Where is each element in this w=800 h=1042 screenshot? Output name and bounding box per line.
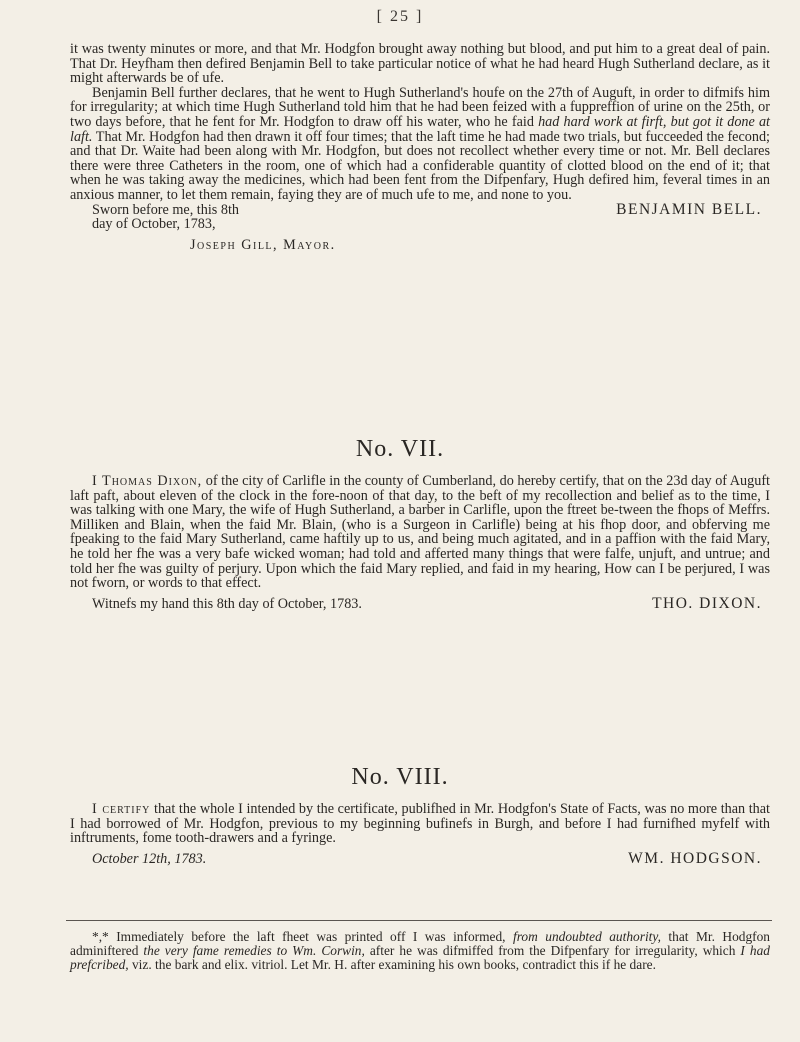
bell-paragraph-2 [70, 86, 770, 203]
dixon-certificate [70, 474, 770, 611]
bell-paragraph-2-rest: That Mr. Hodgfon had then drawn it off four times; that the laft time he had made two trials, but fucceeded the fecond; and that Dr. Waite had been along with Mr. Hodgfon, but does not recollect whether every time or not. Mr. Bell declares there were three Catheters in the room, one of which had a confiderable quantity of clotted blood on the end of it; that when he was taking away the medicines, which had been fent from the Difpenfary, Hugh defired him, feveral times in an anxious manner, to let them remain, faying they are of much ufe to me, and none to you. [70, 128, 770, 203]
bell-quote: had hard work at firft, but got it done at laft. [70, 113, 770, 145]
bell-deposition [70, 42, 770, 252]
dixon-witness-line: Witnefs my hand this 8th day of October, 1783. [92, 595, 362, 612]
dixon-signature-block [70, 594, 770, 612]
footnote [70, 930, 770, 972]
footnote-italic-f: I had prefcribed, [70, 942, 770, 972]
footnote-paragraph [70, 930, 770, 972]
hodgson-certificate [70, 802, 770, 866]
dixon-signature: THO. DIXON. [652, 594, 762, 612]
footnote-text-a: Immediately before the laft fheet was printed off I was informed, [116, 929, 513, 944]
footnote-text-e: after he was difmiffed from the Difpenfary for irregularity, which [364, 942, 741, 958]
footnote-text-c: that Mr. Hodgfon adminiftered [70, 929, 771, 958]
mayor-signature: Joseph Gill, Mayor. [190, 236, 336, 253]
bell-signature: BENJAMIN BELL. [616, 200, 762, 218]
footnote-italic-d: the very fame remedies to Wm. Corwin, [143, 942, 365, 958]
divider-rule [66, 920, 772, 921]
dixon-lead: I Thomas Dixon, [92, 473, 203, 489]
hodgson-paragraph [70, 802, 770, 846]
hodgson-signature: WM. HODGSON. [628, 849, 762, 867]
sworn-line-2: day of October, 1783, [92, 216, 216, 233]
bell-signature-block [70, 200, 770, 253]
bell-paragraph-1: it was twenty minutes or more, and that Mr. Hodgfon brought away nothing but blood, and put him to a great deal of pain. That Dr. Heyfham then defired Benjamin Bell to take particular notice of what he had heard Hugh Sutherland declare, as it might afterwards be of ufe. [70, 41, 770, 87]
footnote-italic-b: from undoubted authority, [512, 929, 661, 944]
footnote-marker: *,* [92, 929, 117, 944]
dixon-text: of the city of Carlifle in the county of Cumberland, do hereby certify, that on the 23d day of Auguft laft paft, about eleven of the clock in the fore-noon of that day, to the beft of my recollection and belief as to the time, I was talking with one Mary, the wife of Hugh Sutherland, a barber in Carlifle, upon the ftreet be-tween the fhops of Meffrs. Milliken and Blain, when the faid Mr. Blain, (who is a Surgeon in Carlifle) being at his fhop door, and obferving me fpeaking to the faid Mary Sutherland, came haftily up to us, and being much agitated, and in a paffion with the faid Mary, he told her fhe was a very bafe wicked woman; had told and afferted many things that were falfe, unjuft, and untrue; and told her fhe was guilty of perjury. Upon which the faid Mary replied, and faid in my hearing, How can I be perjured, I was not fworn, or words to that effect. [70, 473, 770, 592]
hodgson-date: October 12th, 1783. [92, 850, 207, 867]
footnote-text-g: viz. the bark and elix. vitriol. Let Mr. H. after examining his own books, contradict this if he dare. [128, 956, 656, 972]
hodgson-signature-block [70, 849, 770, 867]
bell-paragraph-2-text: Benjamin Bell further declares, that he went to Hugh Sutherland's houfe on the 27th of Auguft, in order to difmifs him for irregularity; at which time Hugh Sutherland told him that he had been feized with a fuppreffion of urine on the 25th, or two days before, that he fent for Mr. Hodgfon to draw off his water, who he faid [70, 84, 770, 130]
heading-no-8: No. VIII. [351, 764, 449, 790]
heading-no-7: No. VII. [355, 436, 445, 462]
hodgson-lead: I certify [92, 801, 151, 817]
dixon-paragraph [70, 474, 770, 591]
hodgson-text: that the whole I intended by the certificate, publifhed in Mr. Hodgfon's State of Facts, was no more than that I had borrowed of Mr. Hodgfon, previous to my beginning bufinefs in Burgh, and before I had furnifhed myfelf with inftruments, fome tooth-drawers and a fyringe. [70, 801, 771, 847]
page-number: [ 25 ] [376, 8, 424, 25]
sworn-line-1: Sworn before me, this 8th [92, 201, 239, 218]
